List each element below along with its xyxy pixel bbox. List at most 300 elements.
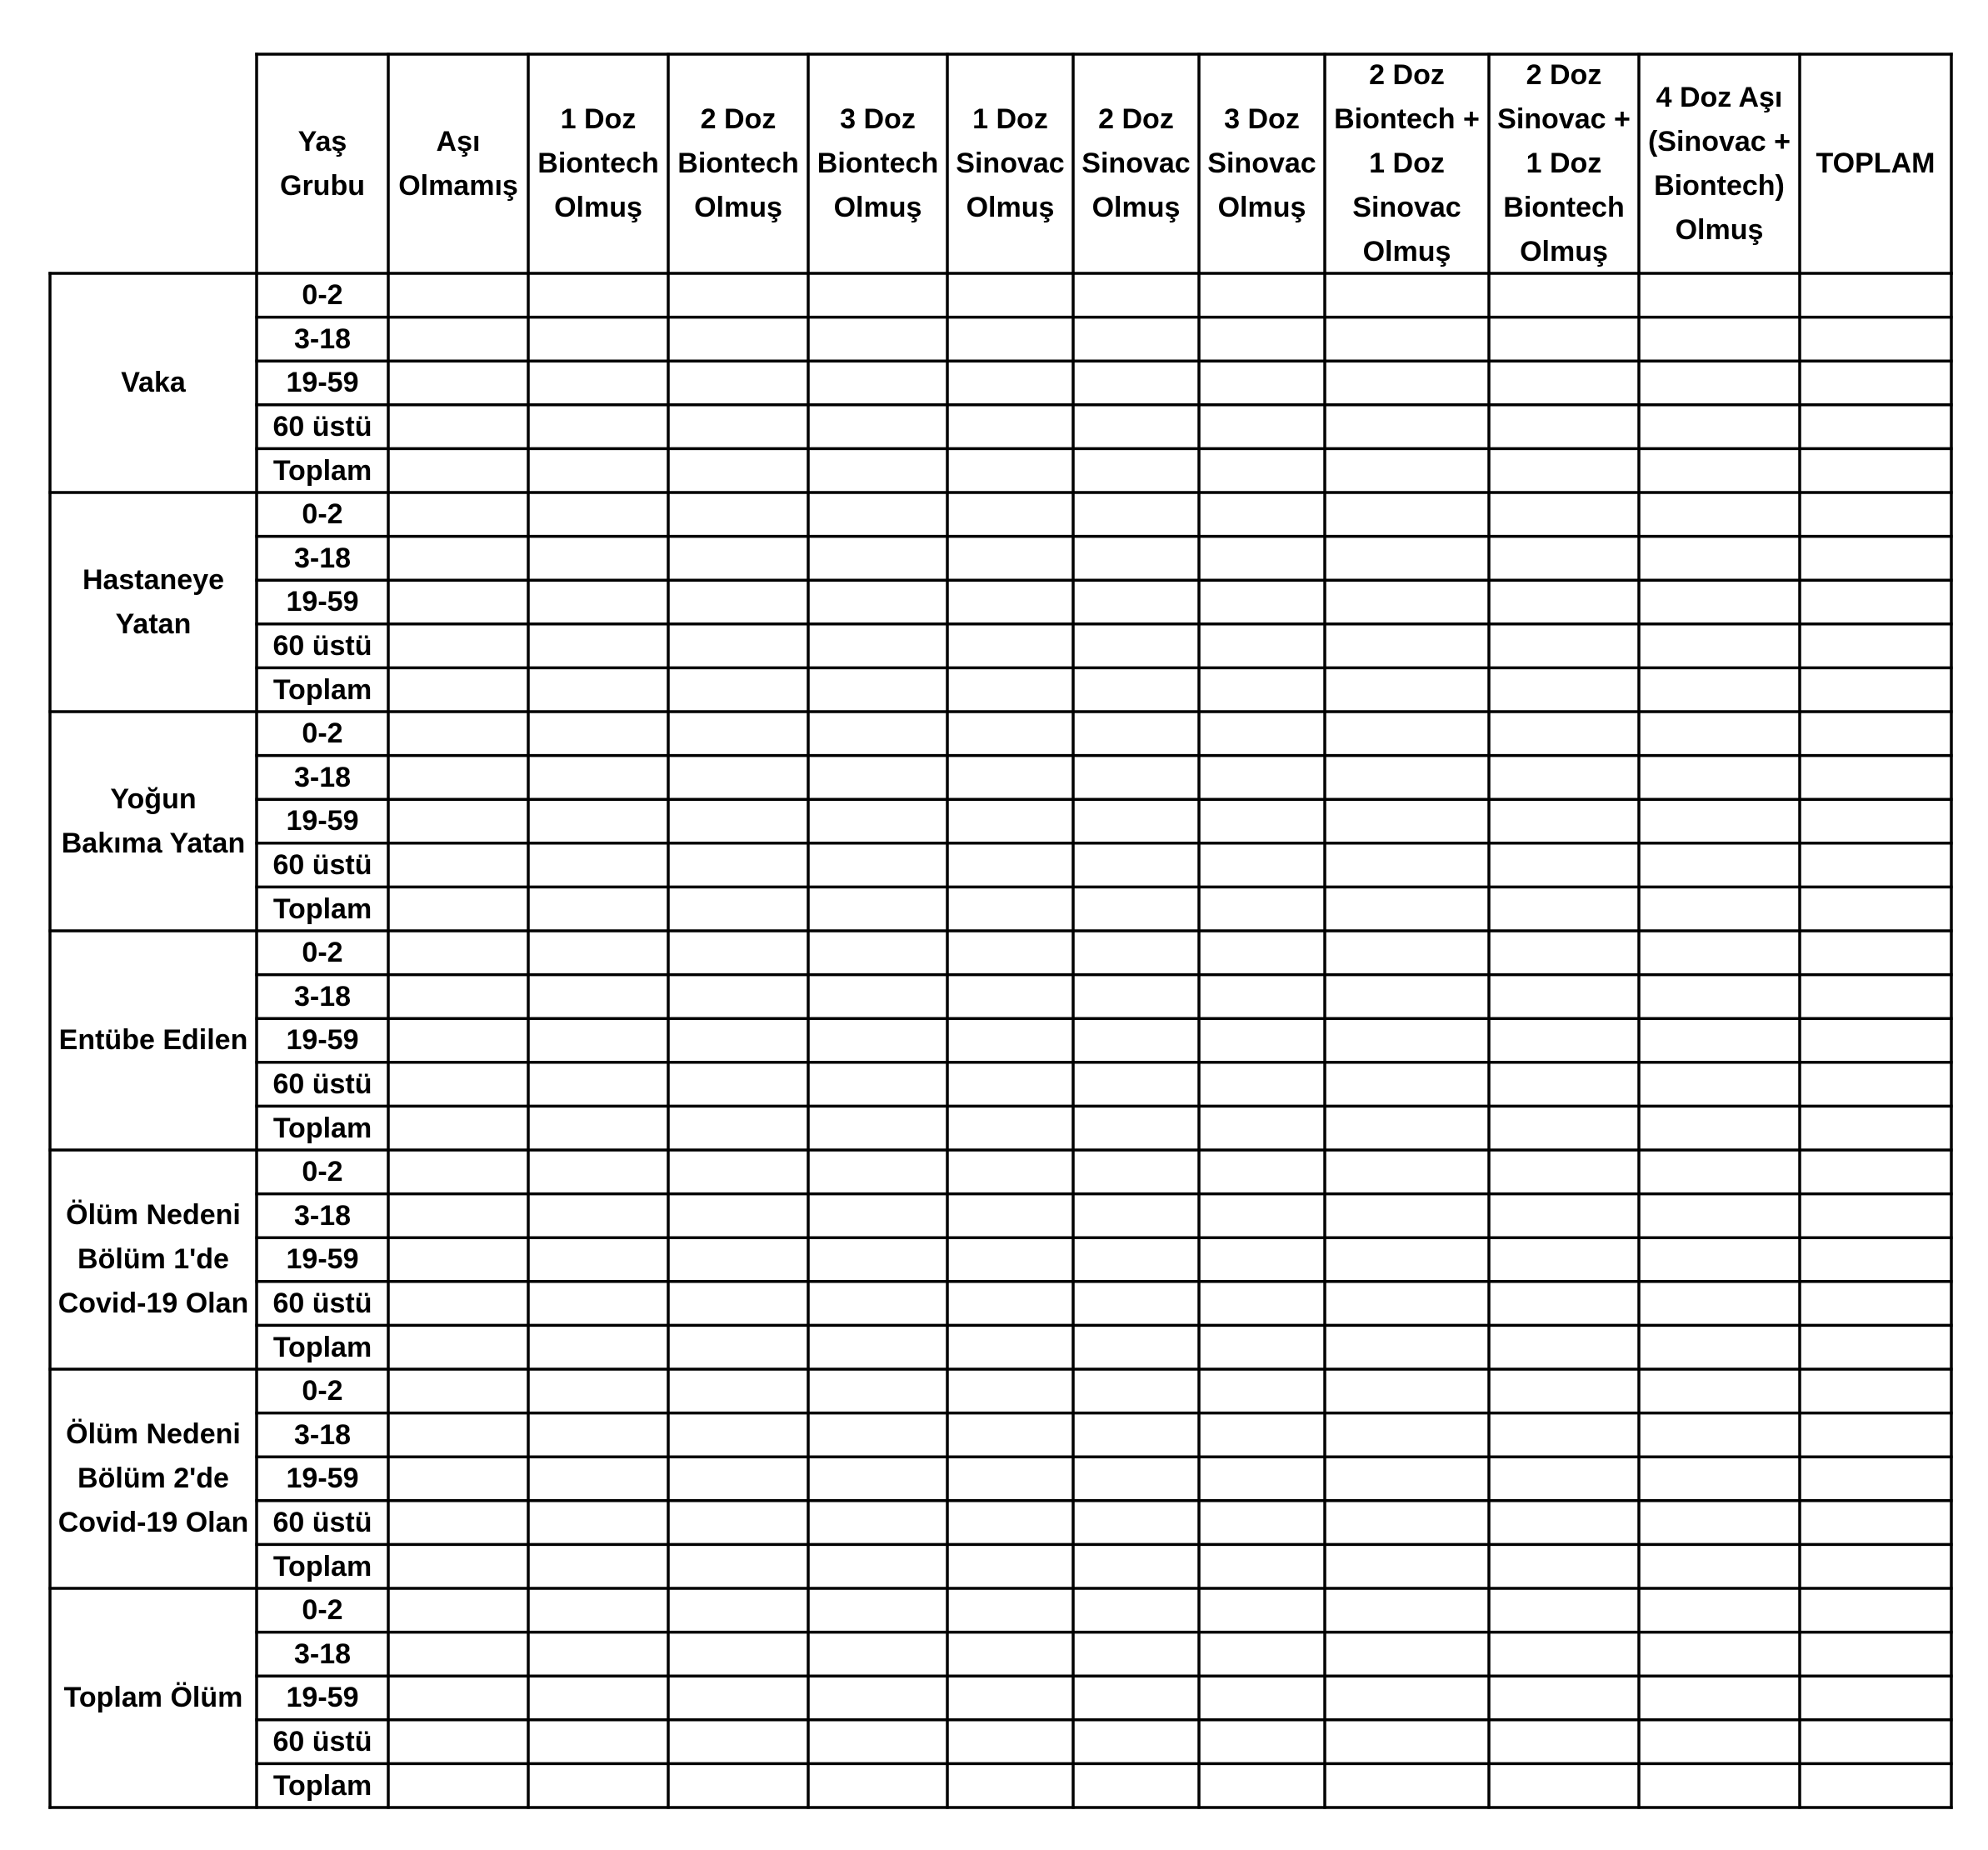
data-cell: [528, 1106, 668, 1150]
data-cell: [528, 405, 668, 449]
data-cell: [1199, 712, 1325, 756]
data-cell: [1325, 1632, 1489, 1677]
data-cell: [388, 273, 528, 318]
data-cell: [1489, 799, 1639, 843]
data-cell: [1800, 1413, 1951, 1458]
age-group-label-label: 60 üstü: [272, 1288, 372, 1320]
data-cell: [528, 492, 668, 537]
group-label-label: Entübe Edilen: [58, 1024, 248, 1056]
data-cell: [947, 1369, 1073, 1413]
age-group-label: [257, 1588, 388, 1632]
data-cell: [1639, 1413, 1800, 1458]
data-cell: [1639, 318, 1800, 362]
data-cell: [1073, 624, 1199, 668]
column-header-label: TOPLAM: [1816, 148, 1936, 179]
age-group-label-label: 19-59: [286, 1024, 359, 1057]
age-group-label: [257, 273, 388, 318]
data-cell: [1073, 1018, 1199, 1062]
data-cell: [668, 1150, 808, 1194]
data-cell: [1489, 843, 1639, 888]
age-group-label: [257, 405, 388, 449]
data-cell: [668, 1106, 808, 1150]
data-cell: [1199, 931, 1325, 975]
data-cell: [1073, 580, 1199, 624]
data-cell: [1489, 1150, 1639, 1194]
data-cell: [947, 1720, 1073, 1764]
data-cell: [1800, 580, 1951, 624]
age-group-label-label: Toplam: [272, 1550, 372, 1582]
data-cell: [388, 1062, 528, 1107]
data-cell: [1199, 1106, 1325, 1150]
group-label-label: Hastaneye Yatan: [82, 563, 225, 640]
age-group-label-label: 3-18: [293, 1418, 352, 1451]
data-cell: [388, 1369, 528, 1413]
age-group-label: [257, 1720, 388, 1764]
data-cell: [947, 1457, 1073, 1501]
data-cell: [1489, 1018, 1639, 1062]
data-cell: [1639, 756, 1800, 800]
data-cell: [1800, 1544, 1951, 1588]
data-cell: [388, 1501, 528, 1545]
column-header: [808, 54, 947, 273]
data-cell: [1489, 712, 1639, 756]
data-cell: [1639, 624, 1800, 668]
data-cell: [1325, 1325, 1489, 1369]
data-cell: [947, 1676, 1073, 1720]
data-cell: [528, 273, 668, 318]
data-cell: [1325, 887, 1489, 931]
age-group-label: [257, 1413, 388, 1458]
age-group-label-label: Toplam: [272, 892, 372, 925]
data-cell: [388, 1413, 528, 1458]
data-cell: [808, 1588, 947, 1632]
age-group-label: [257, 1501, 388, 1545]
data-cell: [1800, 1062, 1951, 1107]
data-cell: [947, 1632, 1073, 1677]
age-group-label: [257, 1457, 388, 1501]
data-cell: [808, 1018, 947, 1062]
data-cell: [1800, 448, 1951, 492]
data-cell: [1489, 887, 1639, 931]
column-header: [1639, 54, 1800, 273]
data-cell: [1199, 1720, 1325, 1764]
data-cell: [1325, 361, 1489, 405]
data-cell: [1325, 1588, 1489, 1632]
age-group-label-label: 3-18: [293, 761, 352, 793]
data-cell: [1073, 1062, 1199, 1107]
data-cell: [1639, 1238, 1800, 1282]
age-group-label-label: 0-2: [302, 1594, 343, 1627]
data-cell: [1800, 624, 1951, 668]
data-cell: [1325, 799, 1489, 843]
data-cell: [668, 1632, 808, 1677]
data-cell: [528, 1632, 668, 1677]
data-cell: [528, 712, 668, 756]
age-group-label-label: 60 üstü: [272, 411, 372, 443]
age-group-label-label: 3-18: [293, 322, 352, 355]
data-cell: [1073, 448, 1199, 492]
data-cell: [947, 668, 1073, 712]
data-cell: [947, 1413, 1073, 1458]
data-cell: [1800, 1720, 1951, 1764]
data-cell: [1199, 537, 1325, 581]
data-cell: [1325, 1501, 1489, 1545]
age-group-label: [257, 975, 388, 1019]
column-header: [257, 54, 388, 273]
data-cell: [1489, 1676, 1639, 1720]
age-group-label-label: 0-2: [302, 718, 343, 750]
data-cell: [668, 799, 808, 843]
data-cell: [947, 1544, 1073, 1588]
data-cell: [808, 1194, 947, 1238]
data-cell: [668, 580, 808, 624]
data-cell: [1073, 756, 1199, 800]
data-cell: [668, 931, 808, 975]
data-cell: [1199, 887, 1325, 931]
data-cell: [1639, 1457, 1800, 1501]
age-group-label-label: 19-59: [286, 1243, 359, 1276]
age-group-label: [257, 1325, 388, 1369]
data-cell: [668, 712, 808, 756]
age-group-label: [257, 448, 388, 492]
column-header-label: 3 Doz Biontech Olmuş: [817, 103, 939, 223]
data-cell: [947, 1018, 1073, 1062]
data-cell: [1325, 1238, 1489, 1282]
data-cell: [528, 318, 668, 362]
age-group-label-label: 3-18: [293, 980, 352, 1012]
data-cell: [808, 931, 947, 975]
data-cell: [668, 887, 808, 931]
data-cell: [1639, 405, 1800, 449]
data-cell: [1489, 448, 1639, 492]
data-cell: [1800, 1501, 1951, 1545]
data-cell: [528, 1763, 668, 1808]
age-group-label-label: 0-2: [302, 498, 343, 531]
group-label-label: Vaka: [121, 367, 186, 398]
data-cell: [947, 712, 1073, 756]
data-cell: [1639, 537, 1800, 581]
data-cell: [668, 273, 808, 318]
data-cell: [1639, 1632, 1800, 1677]
data-cell: [947, 843, 1073, 888]
data-cell: [528, 1150, 668, 1194]
data-cell: [1639, 580, 1800, 624]
data-cell: [808, 580, 947, 624]
data-cell: [947, 1325, 1073, 1369]
data-cell: [1489, 931, 1639, 975]
group-label-label: Toplam Ölüm: [63, 1682, 243, 1713]
data-cell: [388, 1018, 528, 1062]
data-cell: [1489, 318, 1639, 362]
data-cell: [947, 537, 1073, 581]
data-cell: [1325, 492, 1489, 537]
age-group-label-label: 3-18: [293, 1199, 352, 1232]
data-cell: [1489, 492, 1639, 537]
data-cell: [1639, 1544, 1800, 1588]
data-cell: [1489, 668, 1639, 712]
data-cell: [808, 273, 947, 318]
age-group-label-label: 19-59: [286, 586, 359, 618]
age-group-label-label: Toplam: [272, 1769, 372, 1802]
data-cell: [1199, 1501, 1325, 1545]
data-cell: [1325, 448, 1489, 492]
data-cell: [808, 318, 947, 362]
data-cell: [1325, 1282, 1489, 1326]
data-cell: [528, 1369, 668, 1413]
data-cell: [1639, 887, 1800, 931]
data-cell: [528, 1457, 668, 1501]
data-cell: [1073, 843, 1199, 888]
data-cell: [528, 756, 668, 800]
data-cell: [388, 1632, 528, 1677]
data-cell: [388, 580, 528, 624]
data-cell: [528, 1413, 668, 1458]
group-label: [50, 1369, 257, 1588]
data-cell: [528, 1282, 668, 1326]
column-header-label: 3 Doz Sinovac Olmuş: [1207, 103, 1316, 223]
data-cell: [1639, 1018, 1800, 1062]
data-cell: [808, 1501, 947, 1545]
data-cell: [1073, 361, 1199, 405]
data-cell: [1199, 1325, 1325, 1369]
age-group-label: [257, 1282, 388, 1326]
age-group-label: [257, 1238, 388, 1282]
data-cell: [808, 1720, 947, 1764]
data-cell: [1325, 318, 1489, 362]
age-group-label: [257, 1018, 388, 1062]
data-cell: [1325, 1676, 1489, 1720]
data-cell: [1489, 1588, 1639, 1632]
data-cell: [808, 1413, 947, 1458]
column-header-label: Yaş Grubu: [280, 125, 365, 202]
age-group-label-label: 0-2: [302, 937, 343, 969]
data-cell: [1073, 1763, 1199, 1808]
data-cell: [947, 318, 1073, 362]
data-cell: [1199, 1282, 1325, 1326]
age-group-label-label: 0-2: [302, 279, 343, 312]
group-label: [50, 712, 257, 931]
age-group-label: [257, 799, 388, 843]
age-group-label-label: 60 üstü: [272, 849, 372, 882]
age-group-label: [257, 361, 388, 405]
data-cell: [808, 668, 947, 712]
data-cell: [1639, 1369, 1800, 1413]
data-cell: [1800, 1150, 1951, 1194]
data-cell: [388, 405, 528, 449]
data-cell: [947, 448, 1073, 492]
data-cell: [808, 1632, 947, 1677]
age-group-label: [257, 887, 388, 931]
age-group-label: [257, 580, 388, 624]
data-cell: [388, 843, 528, 888]
column-header: [1800, 54, 1951, 273]
age-group-label: [257, 756, 388, 800]
data-cell: [388, 1325, 528, 1369]
data-cell: [528, 975, 668, 1019]
data-cell: [1639, 1194, 1800, 1238]
age-group-label-label: Toplam: [272, 1331, 372, 1363]
data-cell: [1199, 1238, 1325, 1282]
data-cell: [1325, 1018, 1489, 1062]
data-cell: [1489, 405, 1639, 449]
data-cell: [947, 1062, 1073, 1107]
data-cell: [528, 1720, 668, 1764]
age-group-label-label: 19-59: [286, 1462, 359, 1495]
column-header: [528, 54, 668, 273]
data-cell: [1800, 756, 1951, 800]
data-cell: [388, 1763, 528, 1808]
data-cell: [1199, 624, 1325, 668]
data-cell: [1639, 799, 1800, 843]
age-group-label-label: 3-18: [293, 542, 352, 574]
data-cell: [1489, 1457, 1639, 1501]
data-cell: [528, 537, 668, 581]
data-cell: [668, 668, 808, 712]
data-cell: [808, 624, 947, 668]
data-cell: [1800, 318, 1951, 362]
data-cell: [1639, 975, 1800, 1019]
group-label: [50, 1588, 257, 1808]
data-cell: [388, 1720, 528, 1764]
data-cell: [668, 405, 808, 449]
data-cell: [808, 1325, 947, 1369]
data-cell: [1639, 361, 1800, 405]
data-cell: [1639, 931, 1800, 975]
data-cell: [1489, 1544, 1639, 1588]
data-cell: [947, 580, 1073, 624]
data-cell: [947, 975, 1073, 1019]
data-cell: [1325, 405, 1489, 449]
data-cell: [388, 361, 528, 405]
data-cell: [668, 1018, 808, 1062]
age-group-label: [257, 843, 388, 888]
data-cell: [1073, 1632, 1199, 1677]
column-header-label: Aşı Olmamış: [398, 125, 518, 202]
data-cell: [528, 361, 668, 405]
data-cell: [528, 1676, 668, 1720]
column-header: [388, 54, 528, 273]
data-cell: [1489, 273, 1639, 318]
data-cell: [1639, 1150, 1800, 1194]
data-cell: [808, 712, 947, 756]
data-cell: [1199, 668, 1325, 712]
data-cell: [528, 799, 668, 843]
data-cell: [1800, 1632, 1951, 1677]
data-cell: [1199, 1018, 1325, 1062]
data-cell: [1325, 1150, 1489, 1194]
data-cell: [1800, 975, 1951, 1019]
data-cell: [1639, 1282, 1800, 1326]
data-cell: [1639, 1325, 1800, 1369]
data-cell: [808, 843, 947, 888]
data-cell: [1489, 1282, 1639, 1326]
data-cell: [1489, 1369, 1639, 1413]
data-cell: [388, 975, 528, 1019]
group-label: [50, 492, 257, 712]
data-cell: [1073, 492, 1199, 537]
data-cell: [388, 1588, 528, 1632]
data-cell: [668, 1588, 808, 1632]
data-cell: [947, 405, 1073, 449]
data-cell: [388, 756, 528, 800]
data-cell: [1073, 1588, 1199, 1632]
data-cell: [528, 1018, 668, 1062]
data-cell: [528, 1501, 668, 1545]
age-group-label-label: Toplam: [272, 454, 372, 487]
age-group-label-label: 0-2: [302, 1375, 343, 1408]
column-header-label: 2 Doz Biontech + 1 Doz Sinovac Olmuş: [1334, 59, 1480, 268]
data-cell: [1800, 712, 1951, 756]
data-cell: [808, 887, 947, 931]
data-cell: [1073, 1194, 1199, 1238]
data-cell: [808, 537, 947, 581]
data-cell: [1489, 756, 1639, 800]
data-cell: [528, 448, 668, 492]
data-cell: [808, 1062, 947, 1107]
data-cell: [947, 756, 1073, 800]
data-cell: [528, 624, 668, 668]
data-cell: [1199, 1194, 1325, 1238]
group-label: [50, 1150, 257, 1369]
data-cell: [388, 668, 528, 712]
data-cell: [1489, 537, 1639, 581]
data-cell: [808, 756, 947, 800]
data-cell: [1800, 1763, 1951, 1808]
data-cell: [1489, 975, 1639, 1019]
data-cell: [1199, 1150, 1325, 1194]
data-cell: [1199, 756, 1325, 800]
data-cell: [947, 361, 1073, 405]
data-cell: [1489, 1106, 1639, 1150]
data-cell: [668, 1413, 808, 1458]
data-cell: [1073, 931, 1199, 975]
data-cell: [668, 318, 808, 362]
group-label: [50, 273, 257, 492]
age-group-label: [257, 1106, 388, 1150]
data-cell: [1325, 668, 1489, 712]
data-cell: [1639, 492, 1800, 537]
column-header-label: 2 Doz Sinovac + 1 Doz Biontech Olmuş: [1497, 59, 1631, 268]
data-cell: [1639, 1588, 1800, 1632]
age-group-label-label: Toplam: [272, 673, 372, 706]
data-cell: [528, 887, 668, 931]
age-group-label: [257, 318, 388, 362]
data-cell: [1639, 273, 1800, 318]
data-cell: [1073, 712, 1199, 756]
data-cell: [668, 1501, 808, 1545]
age-group-label-label: Toplam: [272, 1112, 372, 1144]
age-group-label-label: 19-59: [286, 805, 359, 838]
data-cell: [1800, 273, 1951, 318]
data-cell: [808, 975, 947, 1019]
data-cell: [1639, 1720, 1800, 1764]
data-cell: [947, 1238, 1073, 1282]
data-cell: [1199, 1588, 1325, 1632]
data-cell: [388, 1544, 528, 1588]
age-group-label: [257, 668, 388, 712]
data-cell: [808, 799, 947, 843]
age-group-label: [257, 1544, 388, 1588]
data-cell: [1325, 712, 1489, 756]
data-cell: [1639, 668, 1800, 712]
data-cell: [1489, 1720, 1639, 1764]
data-cell: [1639, 712, 1800, 756]
age-group-label: [257, 712, 388, 756]
data-cell: [1073, 1413, 1199, 1458]
data-cell: [1800, 1238, 1951, 1282]
data-cell: [1325, 624, 1489, 668]
data-cell: [1800, 1457, 1951, 1501]
